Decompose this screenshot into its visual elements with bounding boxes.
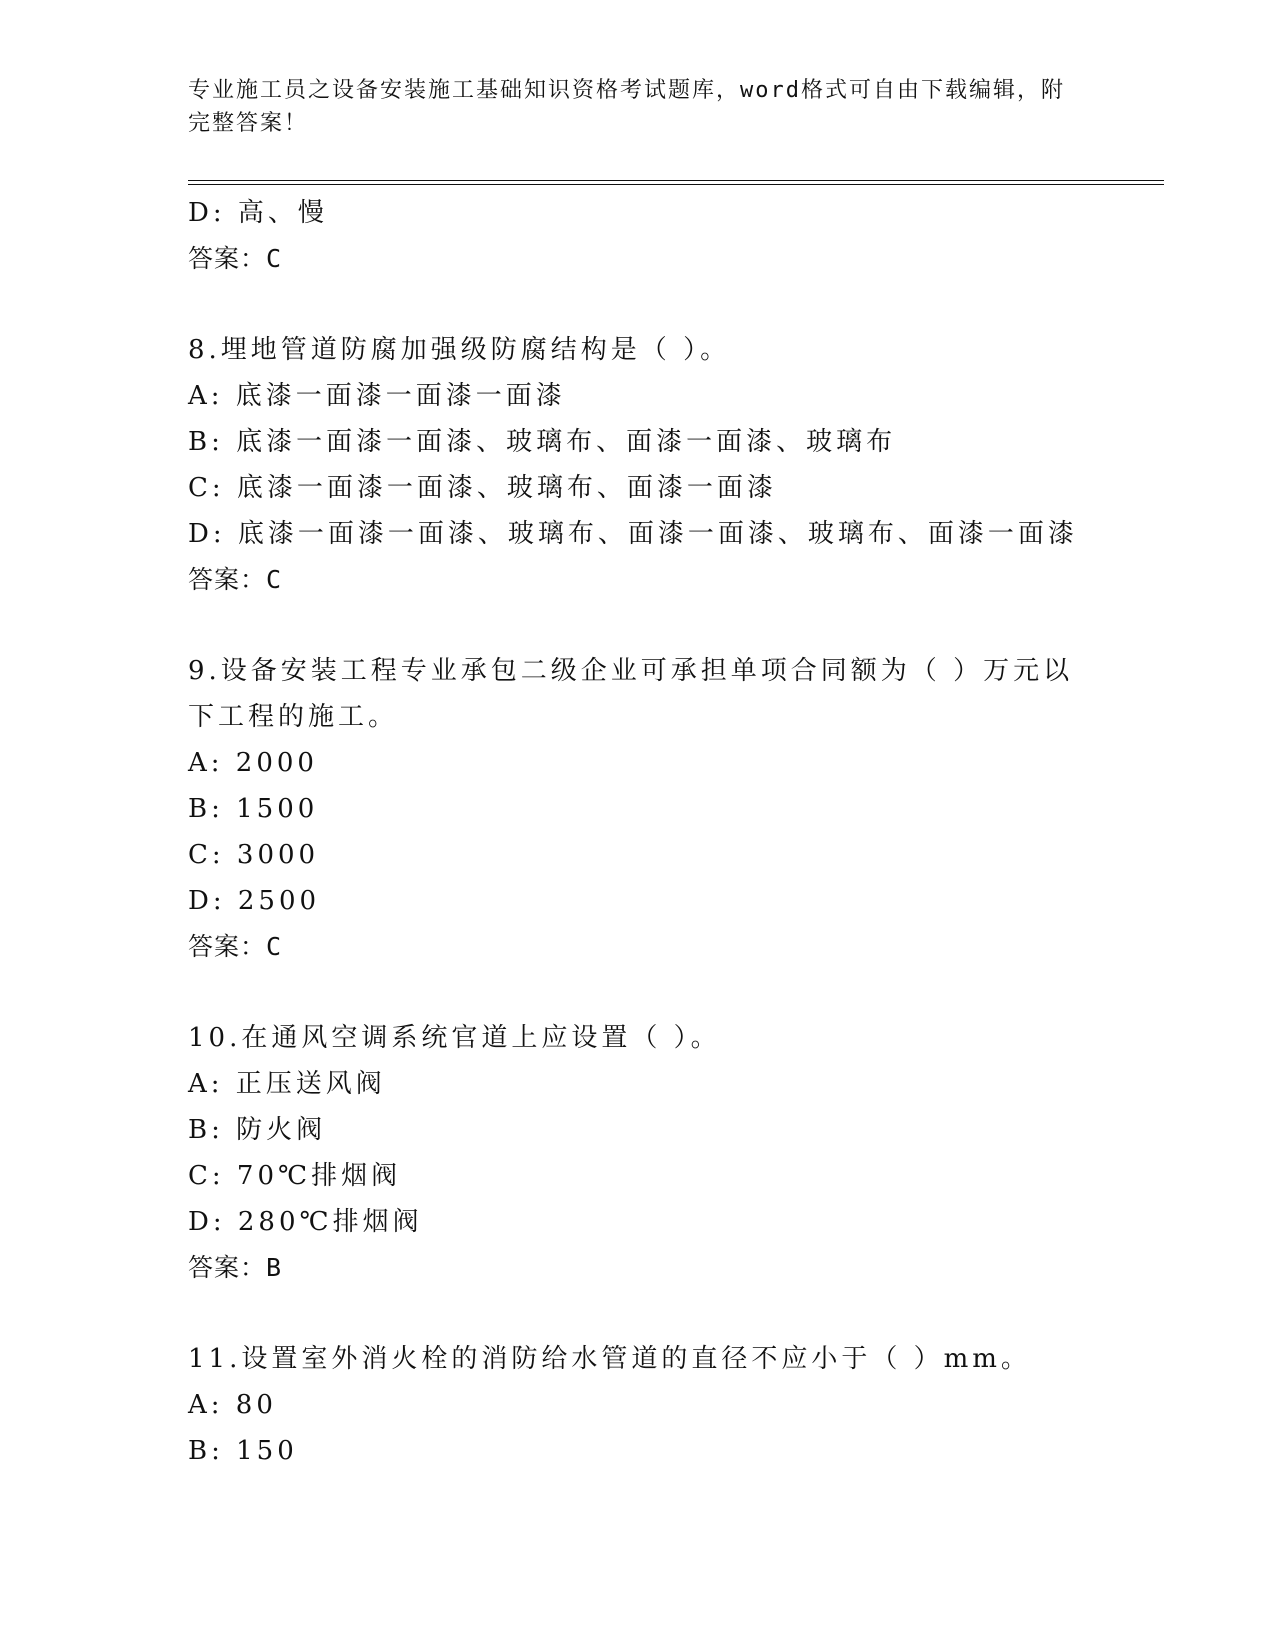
question-10	[188, 1015, 1148, 1291]
question-text: 8.埋地管道防腐加强级防腐结构是（ ）。	[188, 335, 731, 365]
question-11	[188, 1336, 1148, 1474]
page-header	[188, 74, 1088, 140]
option-d: D: 2500	[188, 886, 321, 916]
answer-line: 答案：C	[188, 244, 283, 273]
spacer	[188, 1291, 1148, 1336]
document-title: 专业施工员之设备安装施工基础知识资格考试题库，word格式可自由下载编辑，附完整答案！	[188, 78, 1065, 136]
option-a: A: 底漆一面漆一面漆一面漆	[188, 381, 566, 411]
spacer	[188, 282, 1148, 327]
question-7-partial	[188, 190, 1148, 282]
option-b: B: 150	[188, 1436, 298, 1466]
option-a: A: 80	[188, 1390, 277, 1420]
option-d: D: 280℃排烟阀	[188, 1207, 423, 1237]
question-text: 11.设置室外消火栓的消防给水管道的直径不应小于（ ）mm。	[188, 1344, 1031, 1374]
question-8	[188, 327, 1148, 603]
option-a: A: 2000	[188, 748, 318, 778]
question-text: 10.在通风空调系统官道上应设置（ ）。	[188, 1023, 721, 1053]
question-list	[188, 190, 1148, 1474]
option-c: C: 底漆一面漆一面漆、玻璃布、面漆一面漆	[188, 473, 777, 503]
option-a: A: 正压送风阀	[188, 1069, 386, 1099]
answer-line: 答案：C	[188, 932, 283, 961]
spacer	[188, 603, 1148, 648]
option-c: C: 70℃排烟阀	[188, 1161, 402, 1191]
spacer	[188, 970, 1148, 1015]
option-b: B: 底漆一面漆一面漆、玻璃布、面漆一面漆、玻璃布	[188, 427, 897, 457]
header-divider	[188, 180, 1164, 185]
option-d: D: 高、慢	[188, 198, 328, 228]
answer-line: 答案：C	[188, 565, 283, 594]
question-text: 9.设备安装工程专业承包二级企业可承担单项合同额为（ ）万元以下工程的施工。	[188, 656, 1074, 732]
question-9	[188, 648, 1148, 970]
option-c: C: 3000	[188, 840, 320, 870]
option-b: B: 防火阀	[188, 1115, 327, 1145]
answer-line: 答案：B	[188, 1253, 283, 1282]
option-b: B: 1500	[188, 794, 319, 824]
option-d: D: 底漆一面漆一面漆、玻璃布、面漆一面漆、玻璃布、面漆一面漆	[188, 519, 1078, 549]
